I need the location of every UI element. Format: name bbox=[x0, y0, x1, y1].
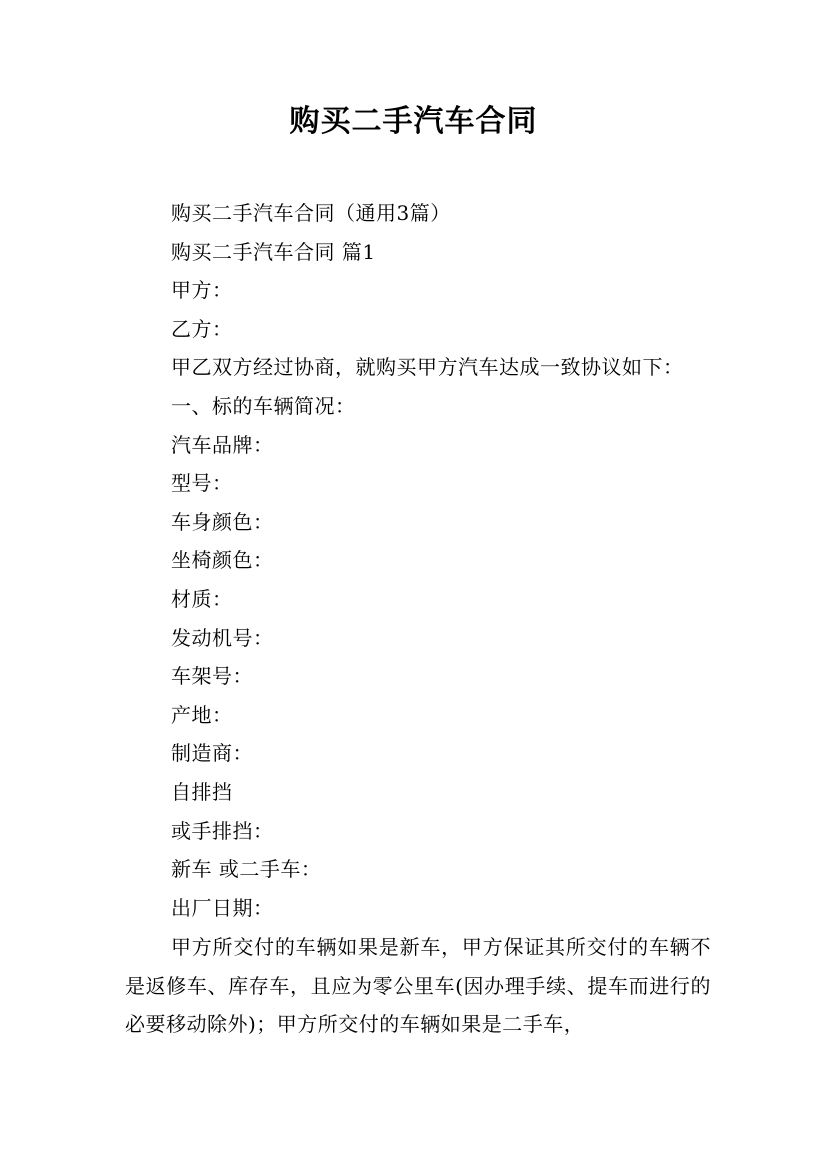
automatic-line: 自排挡 bbox=[171, 779, 233, 804]
car-brand-line: 汽车品牌： bbox=[171, 432, 274, 457]
section-heading: 购买二手汽车合同 篇1 bbox=[171, 239, 376, 264]
vehicle-overview-heading: 一、标的车辆简况： bbox=[171, 393, 356, 418]
manufacturer-line: 制造商： bbox=[171, 741, 253, 766]
origin-line: 产地： bbox=[171, 702, 233, 727]
body-color-line: 车身颜色： bbox=[171, 509, 274, 534]
manufacture-date-line: 出厂日期： bbox=[171, 895, 274, 920]
material-line: 材质： bbox=[171, 586, 233, 611]
contract-lines bbox=[171, 194, 731, 927]
seat-color-line: 坐椅颜色： bbox=[171, 548, 274, 573]
frame-number-line: 车架号： bbox=[171, 664, 253, 689]
agreement-intro-line: 甲乙双方经过协商，就购买甲方汽车达成一致协议如下： bbox=[171, 355, 684, 380]
engine-number-line: 发动机号： bbox=[171, 625, 274, 650]
document-title: 购买二手汽车合同 bbox=[289, 104, 538, 139]
model-line: 型号： bbox=[171, 471, 233, 496]
delivery-paragraph: 甲方所交付的车辆如果是新车，甲方保证其所交付的车辆不是返修车、库存车，且应为零公里车(因办理手续、提车而进行的必要移动除外)；甲方所交付的车辆如果是二手车， bbox=[125, 935, 711, 1037]
party-a-line: 甲方： bbox=[171, 278, 233, 303]
subtitle-line: 购买二手汽车合同（通用3篇） bbox=[171, 201, 451, 225]
party-b-line: 乙方： bbox=[171, 316, 233, 341]
new-or-used-line: 新车 或二手车： bbox=[171, 857, 322, 882]
manual-line: 或手排挡： bbox=[171, 818, 274, 843]
